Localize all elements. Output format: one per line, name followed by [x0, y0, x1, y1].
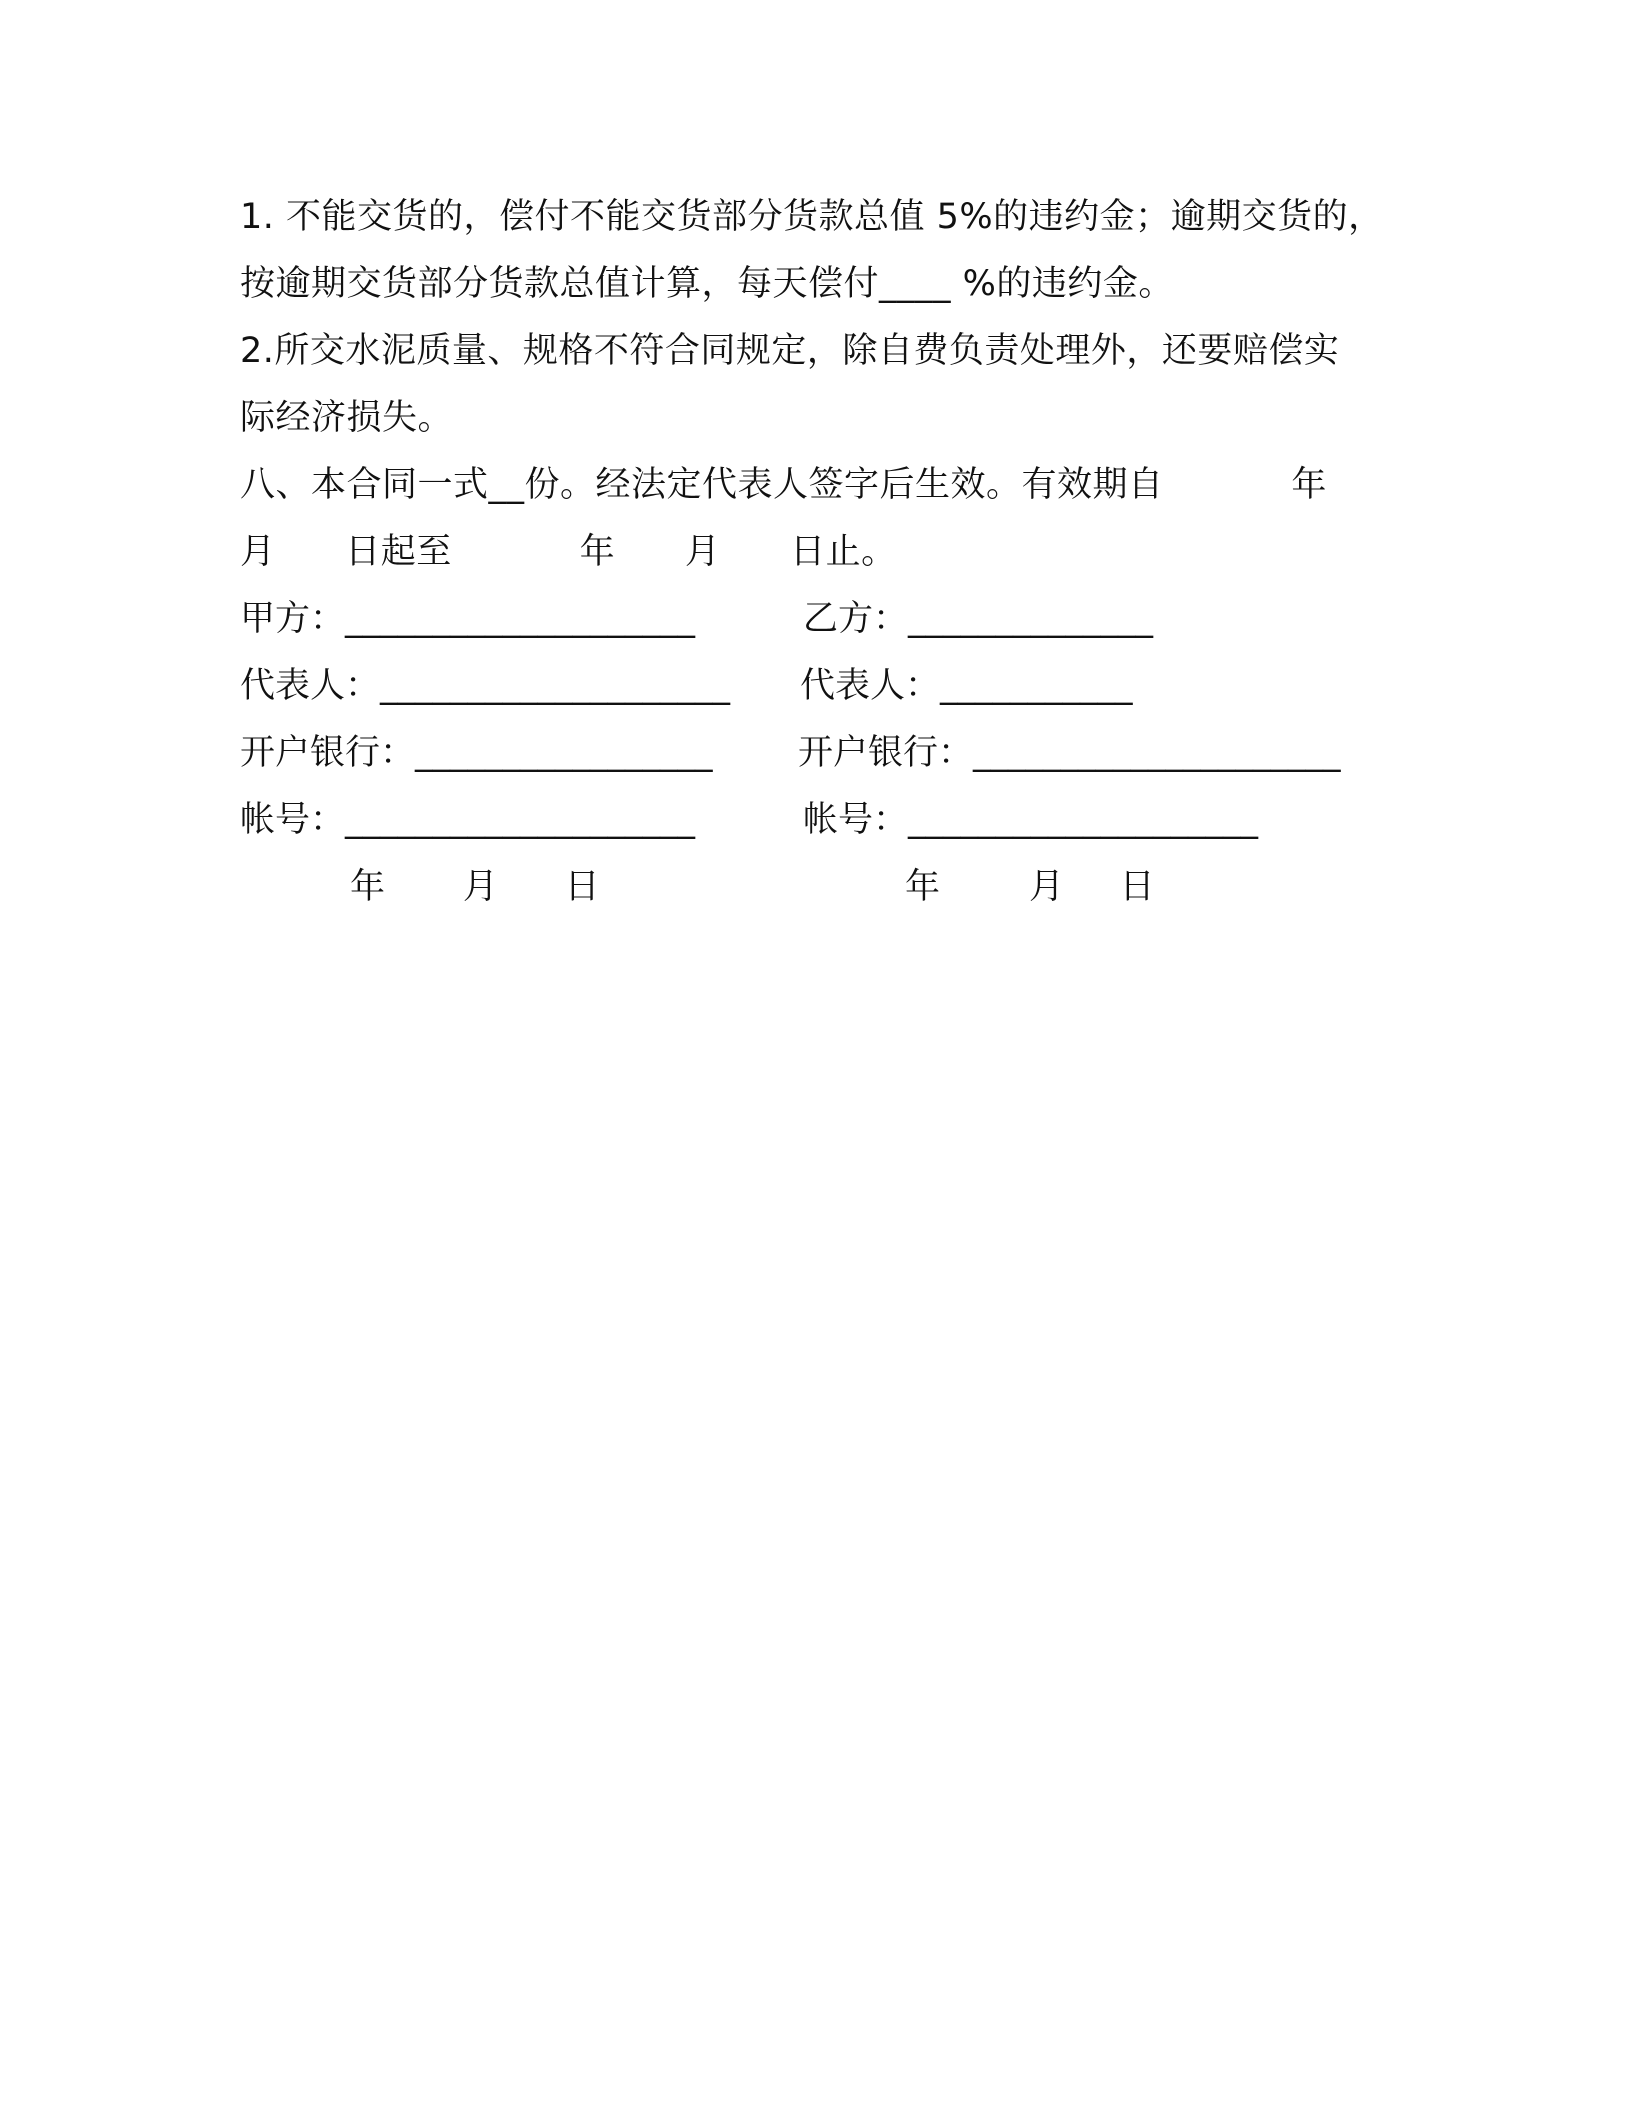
date-b: 年 月 日: [905, 867, 1155, 907]
account-a-field: 帐号：____________________: [240, 800, 696, 840]
bank-a-field: 开户银行：_________________: [240, 733, 713, 773]
clause-2-line-1: 2.所交水泥质量、规格不符合同规定，除自费负责处理外，还要赔偿实: [240, 331, 1340, 371]
representative-a-field: 代表人：____________________: [240, 666, 731, 706]
party-a-field: 甲方：____________________: [240, 599, 696, 639]
clause-8-line-2: 月 日起至 年 月 日止。: [240, 532, 897, 572]
account-b-field: 帐号：____________________: [803, 800, 1259, 840]
clause-8-line-1: 八、本合同一式__份。经法定代表人签字后生效。有效期自 年: [240, 465, 1327, 505]
party-b-field: 乙方：______________: [803, 599, 1154, 639]
clause-2-line-2: 际经济损失。: [240, 398, 454, 438]
representative-b-field: 代表人：___________: [800, 666, 1133, 706]
clause-1-line-2: 按逾期交货部分货款总值计算，每天偿付____ %的违约金。: [240, 264, 1174, 304]
bank-b-field: 开户银行：_____________________: [798, 733, 1341, 773]
clause-1-line-1: 1. 不能交货的，偿付不能交货部分货款总值 5%的违约金；逾期交货的，: [240, 197, 1384, 237]
date-a: 年 月 日: [350, 867, 600, 907]
